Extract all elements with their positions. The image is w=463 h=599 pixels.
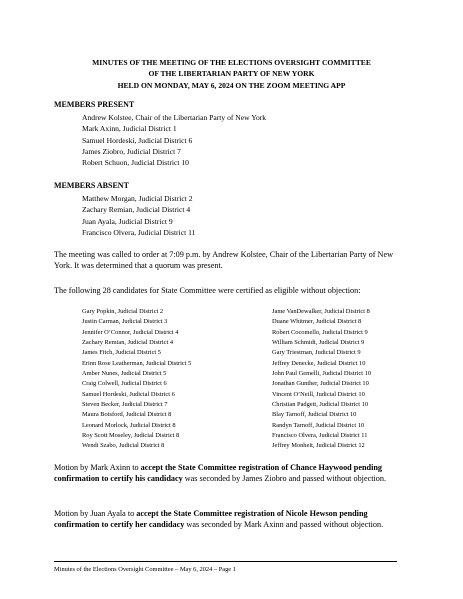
list-item: Vincent O’Neill, Judicial District 10	[272, 390, 365, 398]
title-line: MINUTES OF THE MEETING OF THE ELECTIONS OVERSIGHT COMMITTEE	[92, 58, 371, 67]
list-item: Steven Becker, Judicial District 7	[82, 401, 168, 409]
page-footer: Minutes of the Elections Oversight Committee – May 6, 2024 – Page 1	[54, 566, 236, 573]
motion-bold-text: accept the State Committee registration of Nicole Hewson pending confirmation to certify her candidacy	[54, 509, 368, 530]
list-item: John Paul Gemelli, Judicial District 10	[272, 370, 372, 378]
list-item: Wendi Szabo, Judicial District 8	[82, 442, 165, 450]
list-item: Leonard Morlock, Judicial District 8	[82, 421, 176, 429]
list-item: Duane Whitmer, Judicial District 8	[272, 318, 362, 326]
list-item: Robert Cocomello, Judicial District 9	[272, 328, 368, 336]
list-item: Gary Triestman, Judicial District 9	[272, 349, 361, 357]
list-item: Samuel Hordeski, Judicial District 6	[82, 390, 175, 398]
list-item: Francisco Olvera, Judicial District 11	[82, 227, 196, 237]
list-item: Jeffrey Denecke, Judicial District 10	[272, 359, 366, 367]
list-item: Zachary Remian, Judicial District 4	[82, 205, 191, 215]
list-item: Randyn Tarnoff, Judicial District 10	[272, 421, 365, 429]
list-item: Juan Ayala, Judicial District 9	[82, 216, 173, 226]
list-item: Samuel Hordeski, Judicial District 6	[82, 135, 193, 145]
members-absent-heading: MEMBERS ABSENT	[54, 181, 129, 190]
list-item: Erinn Rose Leatherman, Judicial District 5	[82, 359, 192, 367]
motion-text: Motion by Mark Axinn to	[54, 463, 141, 472]
title-line: HELD ON MONDAY, MAY 6, 2024 ON THE ZOOM MEETING APP	[117, 80, 346, 90]
members-absent-list	[82, 193, 195, 238]
list-item: Matthew Morgan, Judicial District 2	[82, 194, 193, 203]
list-item: Zachary Remian, Judicial District 4	[82, 339, 174, 347]
candidates-right-column	[272, 307, 371, 452]
candidates-left-column	[82, 307, 191, 452]
list-item: Andrew Kolstee, Chair of the Libertarian Party of New York	[82, 113, 267, 122]
list-item: William Schmidt, Judicial District 9	[272, 339, 365, 347]
title-line: OF THE LIBERTARIAN PARTY OF NEW YORK	[148, 69, 315, 79]
list-item: Amber Nunes, Judicial District 5	[82, 370, 167, 378]
motion-text: Motion by Juan Ayala to	[54, 509, 137, 518]
list-item: Jennifer O’Connor, Judicial District 4	[82, 328, 179, 336]
document-title	[40, 57, 423, 91]
list-item: Blay Tarnoff, Judicial District 10	[272, 411, 357, 419]
footer-divider	[54, 561, 397, 562]
list-item: Robert Schuon, Judicial District 10	[82, 158, 189, 168]
list-item: Mark Axinn, Judicial District 1	[82, 124, 177, 134]
list-item: Craig Colwell, Judicial District 6	[82, 380, 167, 388]
list-item: Gary Popkin, Judicial District 2	[82, 308, 164, 315]
list-item: Justin Carman, Judicial District 3	[82, 318, 168, 326]
members-present-list	[82, 112, 266, 168]
list-item: Francisco Olvera, Judicial District 11	[272, 432, 368, 440]
list-item: Jonathan Gunther, Judicial District 10	[272, 380, 369, 388]
motion-bold-text: accept the State Committee registration of Chance Haywood pending confirmation to certify his candidacy	[54, 463, 383, 484]
motion-hewson-paragraph	[54, 508, 412, 531]
list-item: Jame VanDewalker, Judicial District 8	[272, 308, 370, 315]
call-to-order-paragraph: The meeting was called to order at 7:09 p.m. by Andrew Kolstee, Chair of the Libertarian Party of New York. It was determined that a quorum was present.	[54, 250, 393, 271]
list-item: James Fitch, Judicial District 5	[82, 349, 161, 357]
motion-text: was seconded by Mark Axinn and passed without objection.	[184, 520, 384, 530]
list-item: Christian Padgett, Judicial District 10	[272, 401, 369, 409]
motion-haywood-paragraph	[54, 462, 412, 485]
list-item: Jeffrey Monheit, Judicial District 12	[272, 442, 365, 450]
list-item: James Ziobro, Judicial District 7	[82, 146, 181, 156]
certified-intro-paragraph: The following 28 candidates for State Committee were certified as eligible without objection:	[54, 286, 361, 295]
members-present-heading: MEMBERS PRESENT	[54, 100, 135, 109]
motion-text: was seconded by James Ziobro and passed without objection.	[182, 474, 386, 484]
list-item: Maura Botsford, Judicial District 8	[82, 411, 172, 419]
list-item: Roy Scott Moseley, Judicial District 8	[82, 432, 180, 440]
